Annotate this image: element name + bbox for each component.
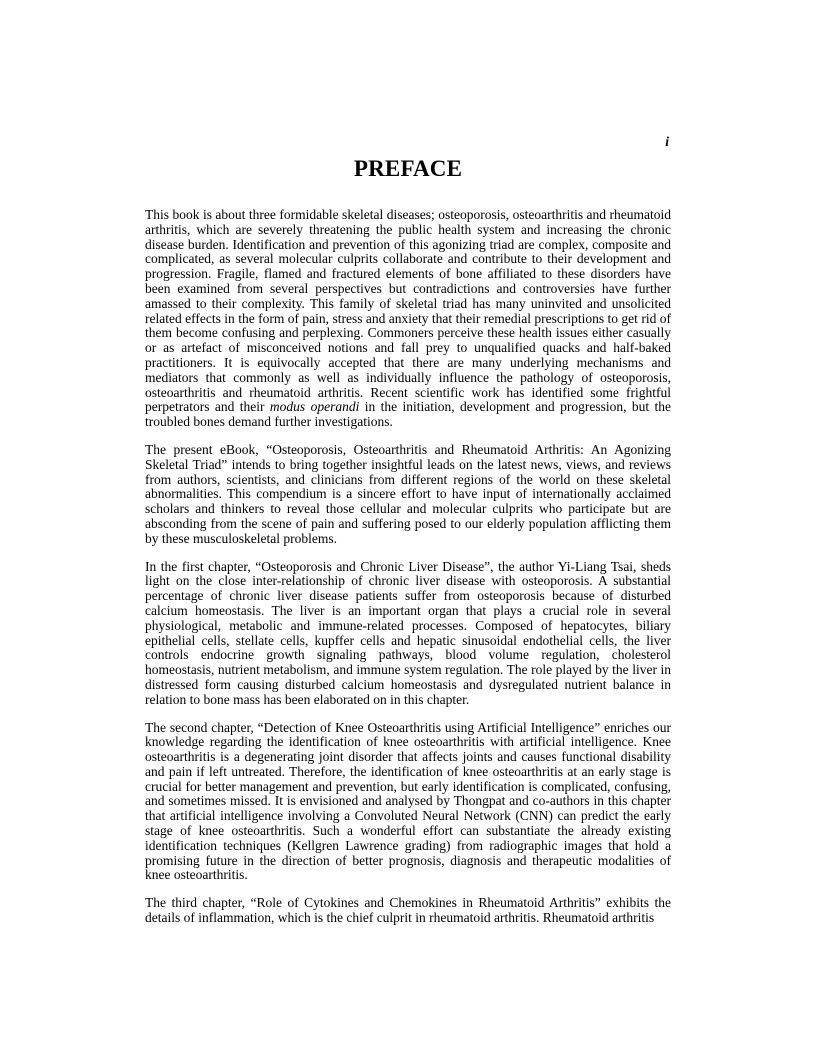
paragraph-1-text-after: in the initiation, development and progression, but the troubled bones demand further investigations. — [145, 399, 672, 430]
paragraph-1 — [145, 208, 671, 430]
paragraph-1-emphasis: modus operandi — [269, 399, 360, 415]
paragraph-1-text-before: This book is about three formidable skeletal diseases; osteoporosis, osteoarthritis and rheumatoid arthritis, which are severely threatening the public health system and increasing the chronic disease burden. Identification and prevention of this agonizing triad are complex, composite and complicated, as several molecular culprits collaborate and contribute to their development and progression. Fragile, flamed and fractured elements of bone affiliated to these disorders have been examined from several perspectives but contradictions and controversies have further amassed to their complexity. This family of skeletal triad has many uninvited and unsolicited related effects in the form of pain, stress and anxiety that their remedial prescriptions to get rid of them become confusing and perplexing. Commoners perceive these health issues either casually or as artefact of misconceived notions and fall prey to unqualified quacks and half-baked practitioners. It is equivocally accepted that there are many underlying mechanisms and mediators that commonly as well as individually influence the pathology of osteoporosis, osteoarthritis and rheumatoid arthritis. Recent scientific work has identified some frightful perpetrators and their — [145, 207, 671, 415]
paragraph-2: The present eBook, “Osteoporosis, Osteoarthritis and Rheumatoid Arthritis: An Agonizing Skeletal Triad” intends to bring together insightful leads on the latest news, views, and reviews from authors, scientists, and clinicians from different regions of the world on these skeletal abnormalities. This compendium is a sincere effort to have input of internationally acclaimed scholars and thinkers to reveal those cellular and molecular culprits who participate but are absconding from the scene of pain and suffering posed to our elderly population afflicting them by these musculoskeletal problems. — [145, 441, 671, 546]
paragraph-4: The second chapter, “Detection of Knee Osteoarthritis using Artificial Intelligence” enriches our knowledge regarding the identification of knee osteoarthritis with artificial intelligence. Knee osteoarthritis is a degenerating joint disorder that affects joints and causes functional disability and pain if left untreated. Therefore, the identification of knee osteoarthritis at an early stage is crucial for better management and prevention, but early identification is complicated, confusing, and sometimes missed. It is envisioned and analysed by Thongpat and co-authors in this chapter that artificial intelligence involving a Convoluted Neural Network (CNN) can predict the early stage of knee osteoarthritis. Such a wonderful effort can substantiate the already existing identification techniques (Kellgren Lawrence grading) from radiographic images that hold a promising future in the direction of better prognosis, diagnosis and therapeutic modalities of knee osteoarthritis. — [145, 719, 671, 883]
page-number: i — [665, 134, 669, 149]
paragraph-3: In the first chapter, “Osteoporosis and Chronic Liver Disease”, the author Yi-Liang Tsai, sheds light on the close inter-relationship of chronic liver disease with osteoporosis. A substantial percentage of chronic liver disease patients suffer from osteoporosis because of disturbed calcium homeostasis. The liver is an important organ that plays a crucial role in several physiological, metabolic and immune-related processes. Composed of hepatocytes, biliary epithelial cells, stellate cells, kupffer cells and hepatic sinusoidal endothelial cells, the liver controls endocrine growth signaling pathways, blood volume regulation, cholesterol homeostasis, nutrient metabolism, and immune system regulation. The role played by the liver in distressed form causing disturbed calcium homeostasis and dysregulated nutrient balance in relation to bone mass has been elaborated on in this chapter. — [145, 558, 671, 707]
page-title: PREFACE — [353, 156, 463, 181]
paragraph-5: The third chapter, “Role of Cytokines and Chemokines in Rheumatoid Arthritis” exhibits the details of inflammation, which is the chief culprit in rheumatoid arthritis. Rheumatoid arthritis — [145, 895, 671, 926]
body-text — [145, 208, 671, 939]
